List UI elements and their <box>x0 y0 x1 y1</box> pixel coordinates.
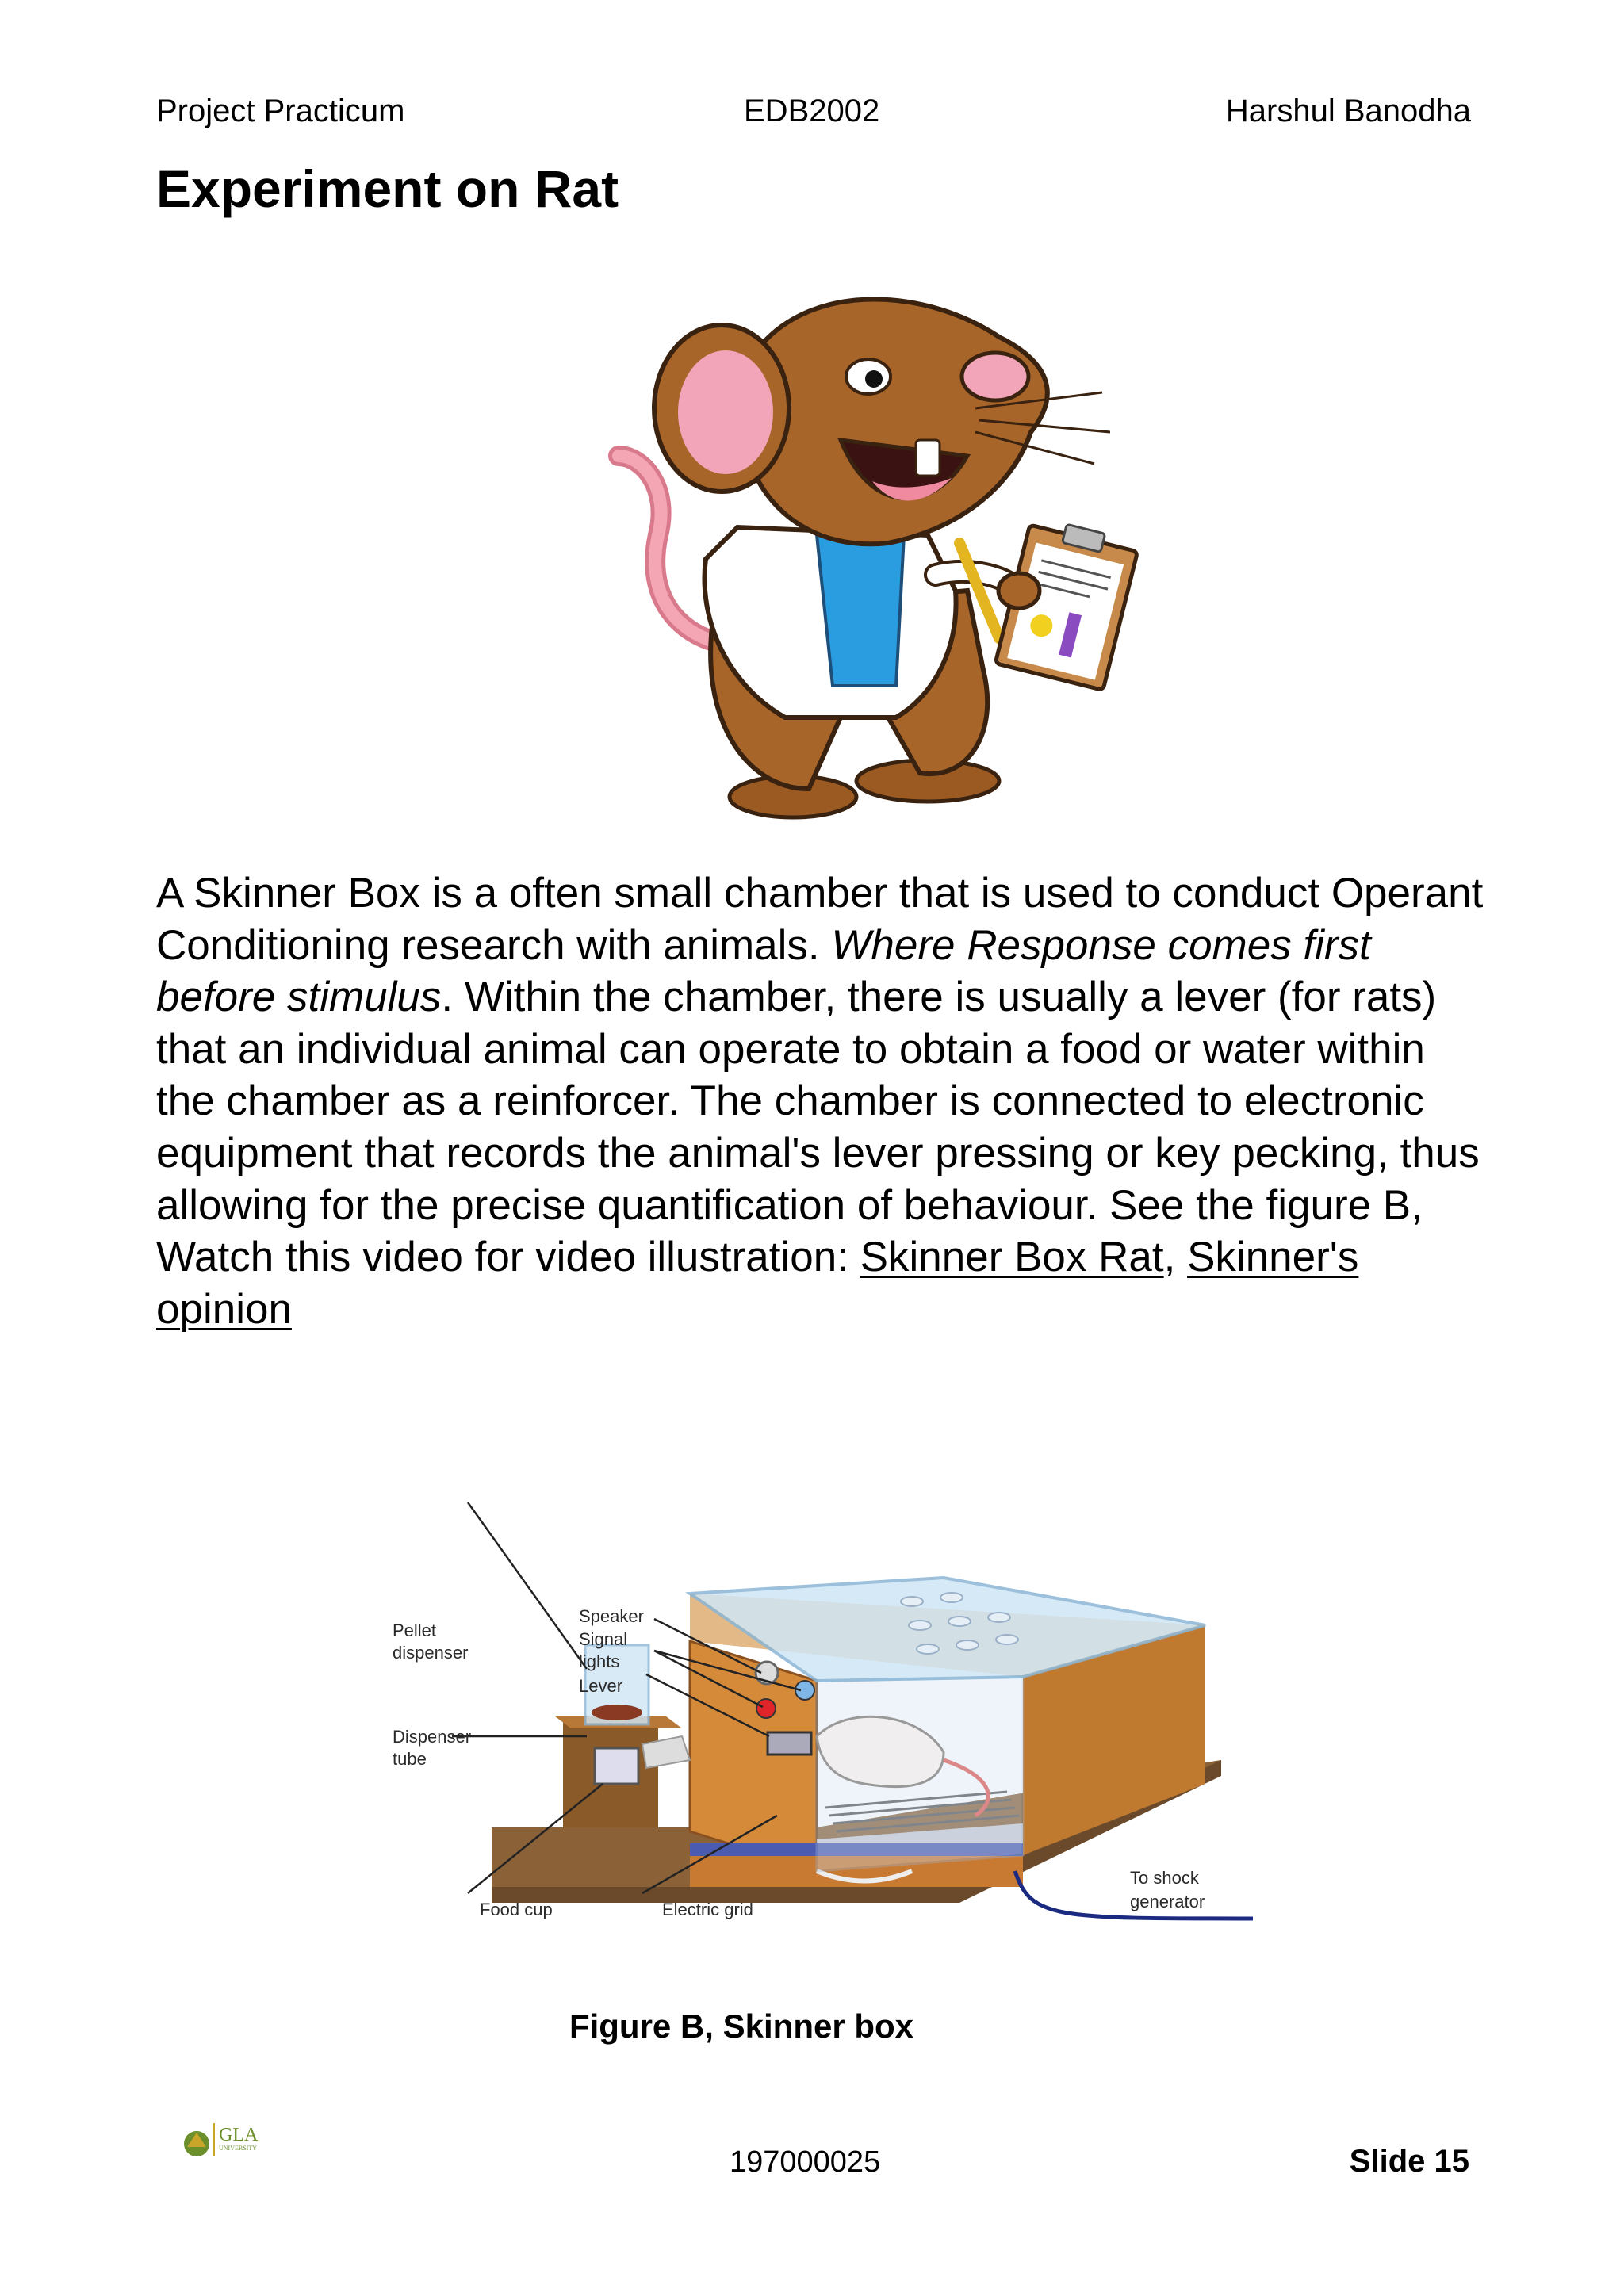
footer-roll-number: 197000025 <box>730 2145 881 2179</box>
label-electric-grid: Electric grid <box>662 1900 753 1919</box>
label-signal-lights-1: Signal <box>579 1629 628 1649</box>
logo-subtext: UNIVERSITY <box>219 2145 257 2152</box>
skinner-box-figure <box>373 1443 1277 1950</box>
link-skinners-opinion[interactable]: Skinner's opinion <box>156 1234 1359 1333</box>
gla-university-logo <box>181 2115 276 2163</box>
page-title: Experiment on Rat <box>156 159 619 218</box>
label-dispenser-tube-1: Dispenser <box>393 1727 472 1747</box>
header-author: Harshul Banodha <box>1225 94 1471 128</box>
link-skinner-box-rat[interactable]: Skinner Box Rat <box>860 1234 1164 1281</box>
rat-scientist-illustration <box>555 274 1142 828</box>
body-italic-text: Where Response comes first before stimulus <box>156 921 1371 1021</box>
label-dispenser-tube-2: tube <box>393 1749 427 1769</box>
body-text-part1: A Skinner Box is a often small chamber that is used to conduct Operant Conditioning research with animals. <box>156 870 1484 969</box>
header-course: Project Practicum <box>156 94 405 128</box>
label-pellet-dispenser-1: Pellet <box>393 1621 437 1640</box>
label-speaker: Speaker <box>579 1606 644 1626</box>
body-paragraph <box>156 867 1488 1335</box>
body-text-part2: . Within the chamber, there is usually a lever (for rats) that an individual animal can operate to obtain a food or water within the chamber as a reinforcer. The chamber is connected to electronic equipment that records the animal's lever pressing or key pecking, thus allowing for the precise quantification of behaviour. See the figure B, Watch this video for video illustration: <box>156 974 1480 1281</box>
logo-text: GLA <box>219 2125 259 2145</box>
label-signal-lights-2: lights <box>579 1651 620 1671</box>
body-link-separator: , <box>1163 1234 1188 1281</box>
label-shock-generator-1: To shock <box>1130 1868 1199 1888</box>
label-food-cup: Food cup <box>480 1900 553 1919</box>
header-code: EDB2002 <box>744 94 880 128</box>
page-header <box>156 94 1471 141</box>
figure-caption: Figure B, Skinner box <box>569 2007 914 2045</box>
label-lever: Lever <box>579 1676 623 1696</box>
label-pellet-dispenser-2: dispenser <box>393 1643 469 1663</box>
footer-slide-number: Slide 15 <box>1349 2144 1469 2179</box>
label-shock-generator-2: generator <box>1130 1892 1205 1911</box>
